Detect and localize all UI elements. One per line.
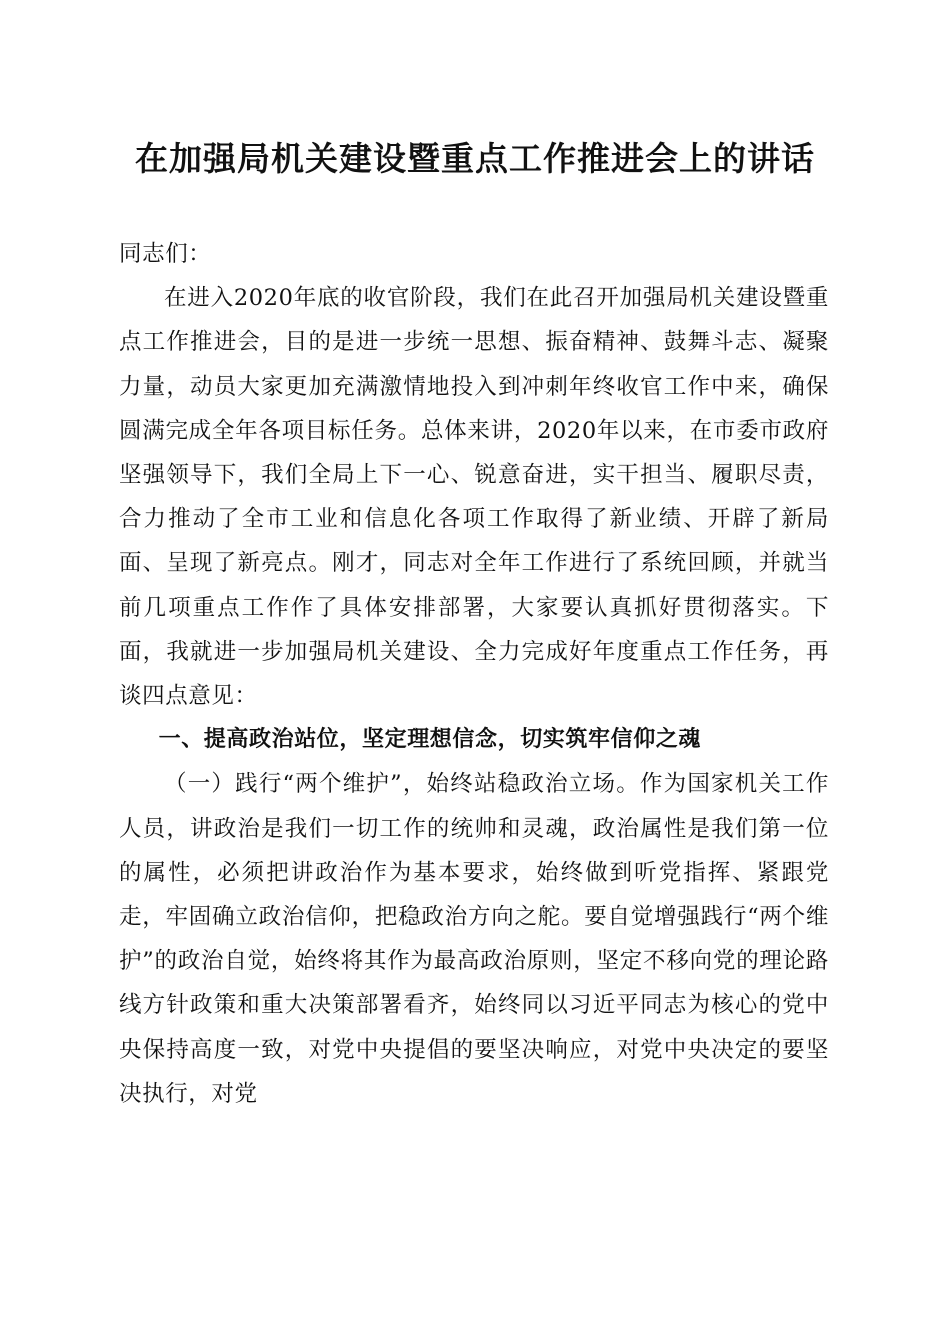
opening-paragraph: 在进入2020年底的收官阶段，我们在此召开加强局机关建设暨重点工作推进会，目的是进一步统一思想、振奋精神、鼓舞斗志、凝聚力量，动员大家更加充满激情地投入到冲刺年终收官工作中来，确保圆满完成全年各项目标任务。总体来讲，2020年以来，在市委市政府坚强领导下，我们全局上下一心、锐意奋进，实干担当、履职尽责，合力推动了全市工业和信息化各项工作取得了新业绩、开辟了新局面、呈现了新亮点。刚才，同志对全年工作进行了系统回顾，并就当前几项重点工作作了具体安排部署，大家要认真抓好贯彻落实。下面，我就进一步加强局机关建设、全力完成好年度重点工作任务，再谈四点意见：: [119, 285, 829, 710]
salutation: 同志们：: [119, 241, 212, 267]
document-title: 在加强局机关建设暨重点工作推进会上的讲话: [135, 139, 815, 178]
document-body: [119, 232, 829, 1116]
subsection-paragraph-1-1: [119, 762, 829, 1116]
subsection-lead-1-1: （一）践行“两个维护”，始终站稳政治立场。: [164, 771, 640, 798]
subsection-text-1-1: 作为国家机关工作人员，讲政治是我们一切工作的统帅和灵魂，政治属性是我们第一位的属性，必须把讲政治作为基本要求，始终做到听党指挥、紧跟党走，牢固确立政治信仰，把稳政治方向之舵。要自觉增强践行“两个维护”的政治自觉，始终将其作为最高政治原则，坚定不移向党的理论路线方针政策和重大决策部署看齐，始终同以习近平同志为核心的党中央保持高度一致，对党中央提倡的要坚决响应，对党中央决定的要坚决执行，对党: [119, 771, 829, 1107]
section-heading-1: 一、提高政治站位，坚定理想信念，切实筑牢信仰之魂: [158, 727, 701, 753]
